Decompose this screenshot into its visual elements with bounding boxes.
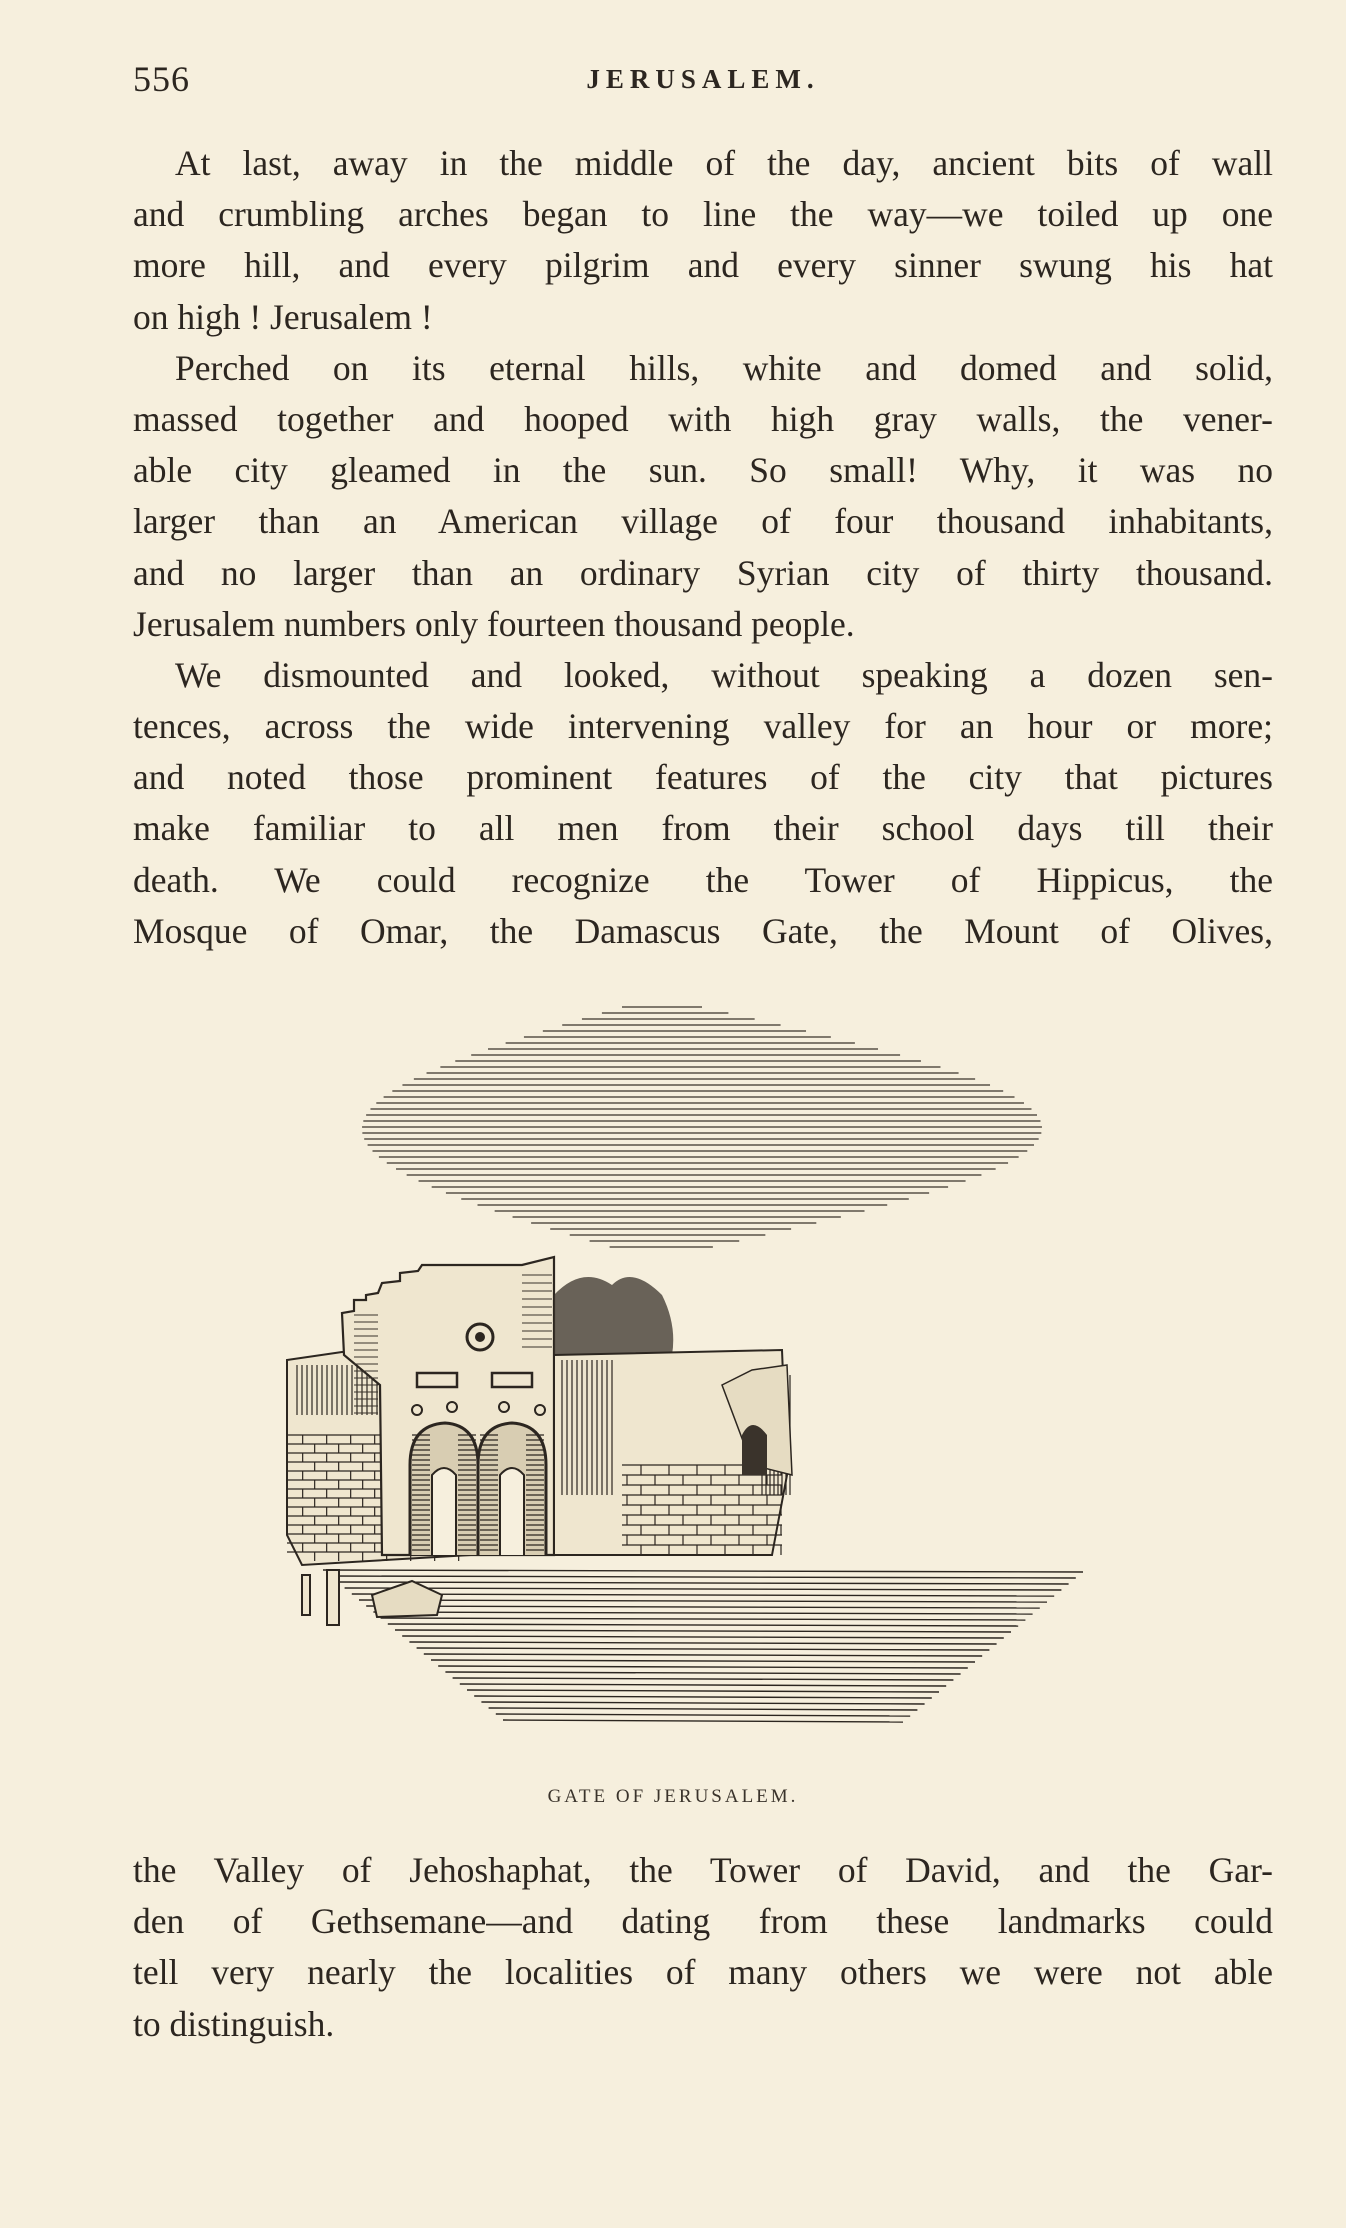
engraving-illustration — [282, 995, 1124, 1755]
page-number: 556 — [133, 59, 190, 99]
text-line: and no larger than an ordinary Syrian city of thirty thousand. — [133, 552, 1273, 593]
text-line: massed together and hooped with high gray walls, the vener- — [133, 398, 1273, 439]
figure-caption: GATE OF JERUSALEM. — [547, 1786, 799, 1807]
text-line: death. We could recognize the Tower of Hippicus, the — [133, 859, 1273, 900]
right-wall-and-trees — [554, 1277, 792, 1555]
text-line: den of Gethsemane—and dating from these landmarks could — [133, 1901, 1273, 1942]
text-line: Perched on its eternal hills, white and domed and solid, — [175, 347, 1273, 388]
text-line: tences, across the wide intervening valley for an hour or more; — [133, 706, 1273, 747]
text-line: to distinguish. — [133, 2003, 335, 2044]
text-line: make familiar to all men from their school days till their — [133, 808, 1273, 849]
text-line: on high ! Jerusalem ! — [133, 296, 433, 337]
text-line: the Valley of Jehoshaphat, the Tower of David, and the Gar- — [133, 1850, 1273, 1890]
sky-hatching — [362, 1007, 1042, 1247]
text-line: and crumbling arches began to line the way—we toiled up one — [133, 194, 1273, 235]
body-text-upper — [133, 138, 1273, 957]
running-head — [133, 58, 1273, 108]
engraving-gate-of-jerusalem — [282, 995, 1124, 1755]
body-text-lower — [133, 1845, 1273, 2050]
text-line: We dismounted and looked, without speaking a dozen sen- — [175, 654, 1273, 695]
text-line: able city gleamed in the sun. So small! Why, it was no — [133, 450, 1273, 491]
text-line: larger than an American village of four thousand inhabitants, — [133, 501, 1273, 542]
text-line: and noted those prominent features of the city that pictures — [133, 757, 1273, 798]
running-title: JERUSALEM. — [586, 64, 820, 94]
text-line: more hill, and every pilgrim and every sinner swung his hat — [133, 245, 1273, 286]
text-line: At last, away in the middle of the day, ancient bits of wall — [175, 143, 1273, 183]
text-line: Jerusalem numbers only fourteen thousand people. — [133, 603, 855, 644]
rubble-stones — [302, 1570, 442, 1625]
text-line: tell very nearly the localities of many others we were not able — [133, 1952, 1273, 1993]
text-line: Mosque of Omar, the Damascus Gate, the Mount of Olives, — [133, 910, 1273, 951]
